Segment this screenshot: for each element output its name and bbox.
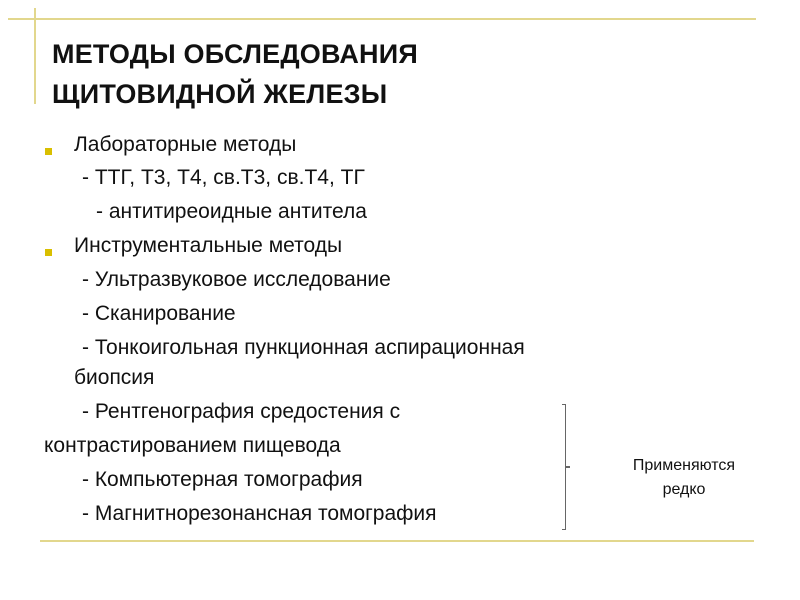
instr-item-biopsy-cont: биопсия bbox=[74, 366, 155, 389]
slide-title bbox=[52, 34, 418, 114]
instr-item-scanning: - Сканирование bbox=[82, 302, 236, 325]
lab-item-antibodies: - антитиреоидные антитела bbox=[96, 200, 367, 223]
slide-title-line-1: МЕТОДЫ ОБСЛЕДОВАНИЯ bbox=[52, 39, 418, 69]
bullet-square-icon bbox=[45, 148, 52, 155]
instr-item-xray: - Рентгенография средостения с bbox=[82, 400, 401, 423]
rarely-used-note-line-1: Применяются bbox=[632, 457, 736, 474]
rarely-used-note bbox=[604, 454, 764, 502]
instr-item-xray-cont: контрастированием пищевода bbox=[44, 434, 341, 457]
bullet-square-icon bbox=[45, 249, 52, 256]
accent-top-line bbox=[8, 18, 756, 20]
lab-methods-heading: Лабораторные методы bbox=[74, 133, 297, 156]
grouping-bracket-tick bbox=[566, 466, 570, 468]
instr-item-ct: - Компьютерная томография bbox=[82, 468, 363, 491]
accent-bottom-line bbox=[40, 540, 754, 542]
slide-title-line-2: ЩИТОВИДНОЙ ЖЕЛЕЗЫ bbox=[52, 79, 388, 109]
instr-methods-heading: Инструментальные методы bbox=[74, 234, 343, 257]
instr-item-mri: - Магнитнорезонансная томография bbox=[82, 502, 437, 525]
instr-item-ultrasound: - Ультразвуковое исследование bbox=[82, 268, 391, 291]
rarely-used-note-line-2: редко bbox=[662, 481, 706, 498]
accent-vertical-line bbox=[34, 8, 36, 104]
instr-item-biopsy: - Тонкоигольная пункционная аспирационная bbox=[82, 336, 525, 359]
lab-item-hormones: - ТТГ, Т3, Т4, св.Т3, св.Т4, ТГ bbox=[82, 166, 365, 189]
